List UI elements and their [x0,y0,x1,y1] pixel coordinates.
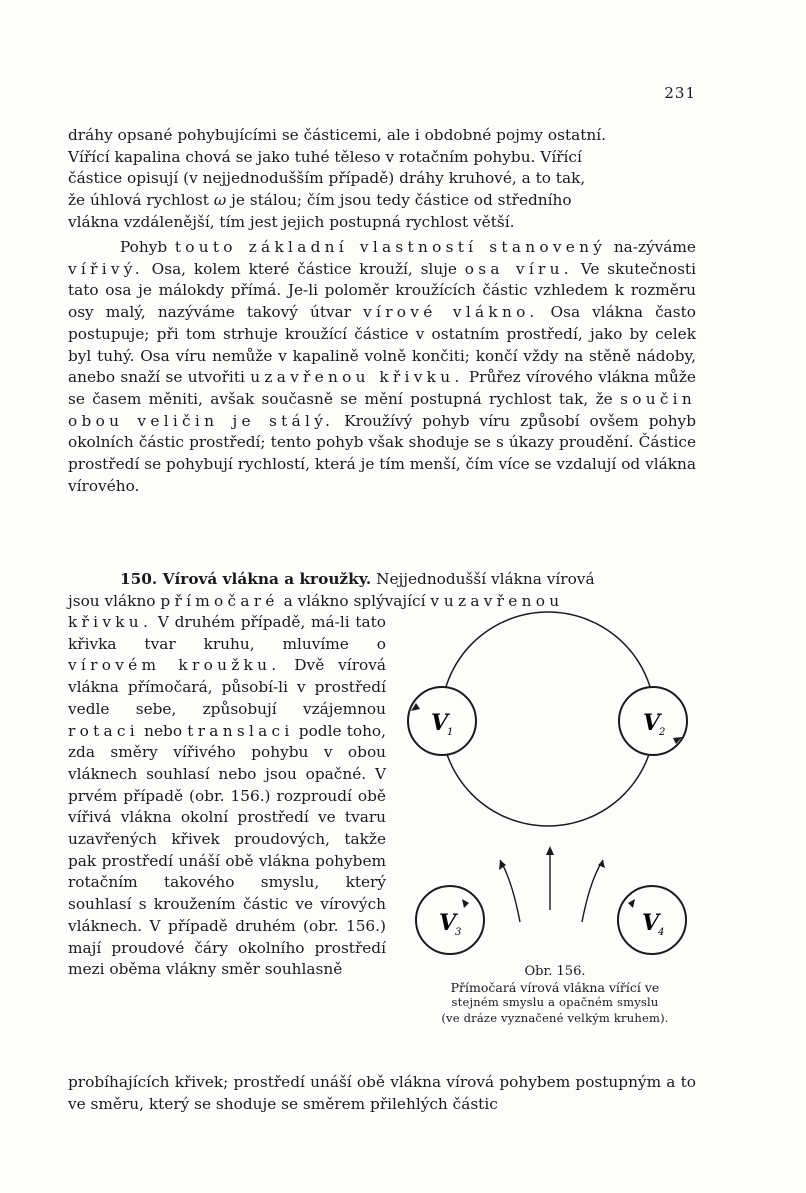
text-run: Dvě vírová vlákna přímočará, působí-li v prostředí vedle sebe, způsobují vzájemnou [68,656,386,718]
figure-caption [400,964,710,1026]
paragraph-body [68,237,696,497]
spaced-term: vířivý. [68,259,144,278]
last-lines [68,1072,696,1115]
text-run: probíhajících křivek; prostředí unáší obě vlákna vírová pohybem postupným a to ve směru, který se shoduje se směrem přilehlých částic [68,1073,696,1113]
arrow-up-icon [546,846,554,855]
top-paragraph [68,125,696,234]
label-v3-index: 3 [455,927,462,938]
top-line [68,147,696,169]
text-line: dráhy opsané pohybujícími se částicemi, ale i obdobné pojmy ostatní. [68,126,606,144]
spaced-term: uzavřenou [443,591,564,610]
section-heading: 150. Vírová vlákna a kroužky. [120,570,372,588]
text-run: Průřez vírového vlákna může se časem měniti, avšak současně se mění postupná rychlost tak, že [68,368,696,408]
text-run: a vlákno [283,591,349,610]
label-v4-index: 4 [658,927,665,938]
top-line [68,190,696,212]
text-run: na- [613,238,638,256]
narrow-column [68,612,386,981]
text-line: vlákna vzdálenější, tím jest jejich postupná rychlost větší. [68,212,515,231]
text-run: Osa vlákna často postupuje; při tom strhuje kroužící částice v ostatním prostředí, jako by celek byl tuhý. Osa víru nemůže v kapalině volně končiti; končí vždy na stěně nádoby, anebo snaží se utvořiti [68,303,696,387]
text-line: je stálou; čím jsou tedy částice od středního [231,191,572,210]
spaced-term: translaci [187,721,294,740]
caption-line: Přímočará vírová vlákna vířící ve [450,979,660,995]
text-line: Vířící kapalina chová se jako tuhé těleso v rotačním pohybu. Vířící [68,147,582,166]
label-v1: V [431,710,449,736]
heading-line [68,569,696,591]
text-run: Nejjednodušší vlákna vírová [376,570,595,588]
text-run: jsou vlákno [68,591,156,610]
label-v2-index: 2 [659,727,666,738]
text-run: Osa, kolem které částice krouží, sluje [151,259,457,278]
text-run: podle toho, zda směry vířivého pohybu v obou vláknech souhlasí nebo jsou opačné. V prvém případě (obr. 156.) rozproudí obě vířivá vlákna okolní prostředí ve tvaru uzavřených křivek proudových, takže pak prostředí unáší obě vlákna pohybem rotačním takového smyslu, který souhlasí s kroužením částic ve vírových vláknech. V případě druhém (obr. 156.) mají proudové čáry okolního prostředí mezi oběma vlákny směr souhlasně [68,721,386,979]
text-run: splývající v [353,591,439,610]
spaced-term: rotaci [68,721,139,740]
page-number: 231 [664,84,696,102]
spaced-term: součin obou veličin je stálý. [68,389,696,430]
column-body [68,612,386,981]
top-line [68,168,696,190]
text-line: částice opisují (v nejjednodušším případě) dráhy kruhové, a to tak, [68,169,586,188]
section-heading-line [68,569,696,612]
flow-line-right [582,860,603,922]
vortex-figure [400,610,710,955]
label-v4: V [642,910,660,936]
top-line [68,125,696,147]
spaced-term: vírové vlákno. [363,303,539,322]
last-paragraph-lines [68,1072,696,1115]
text-run: má-li tato křivka tvar kruhu, mluvíme o [68,613,386,653]
omega-symbol: ω [213,191,227,210]
text-run: Kroužívý pohyb víru způsobí ovšem pohyb okolních částic prostředí; tento pohyb však shoduje se s úkazy proudění. Částice prostředí se pohybují rychlostí, která je tím menší, čím více se vzdalují od vlákna vírového. [68,411,696,495]
text-line: že úhlová rychlost [68,191,209,210]
caption-line: stejném smyslu a opačném smyslu [451,995,659,1009]
spaced-term: vírovém kroužku. [68,656,281,675]
label-v2: V [643,710,661,736]
text-run: V druhém případě, [157,613,306,631]
caption-line: (ve dráze vyznačené velkým kruhem). [441,1010,669,1025]
spaced-term: přímočaré [160,591,279,610]
label-v3: V [439,910,457,936]
label-v1-index: 1 [447,727,454,738]
spaced-term: uzavřenou křivku. [250,368,464,387]
text-run: Pohyb [120,238,168,256]
text-run: nebo [144,721,183,740]
spaced-term: křivku. [68,613,153,631]
text-run: zýváme [637,238,696,256]
top-line [68,212,696,234]
flow-line-left [500,860,520,922]
text-run: Ve skutečnosti tato osa je málokdy přímá. Je-li poloměr kroužících částic vzhledem k rozměru osy malý, nazýváme takový útvar [68,259,696,322]
figure-number: Obr. 156. [524,964,586,979]
spaced-term: touto základní vlastností stanovený [174,238,607,256]
spaced-term: osa víru. [464,259,573,278]
second-paragraph [68,237,696,497]
